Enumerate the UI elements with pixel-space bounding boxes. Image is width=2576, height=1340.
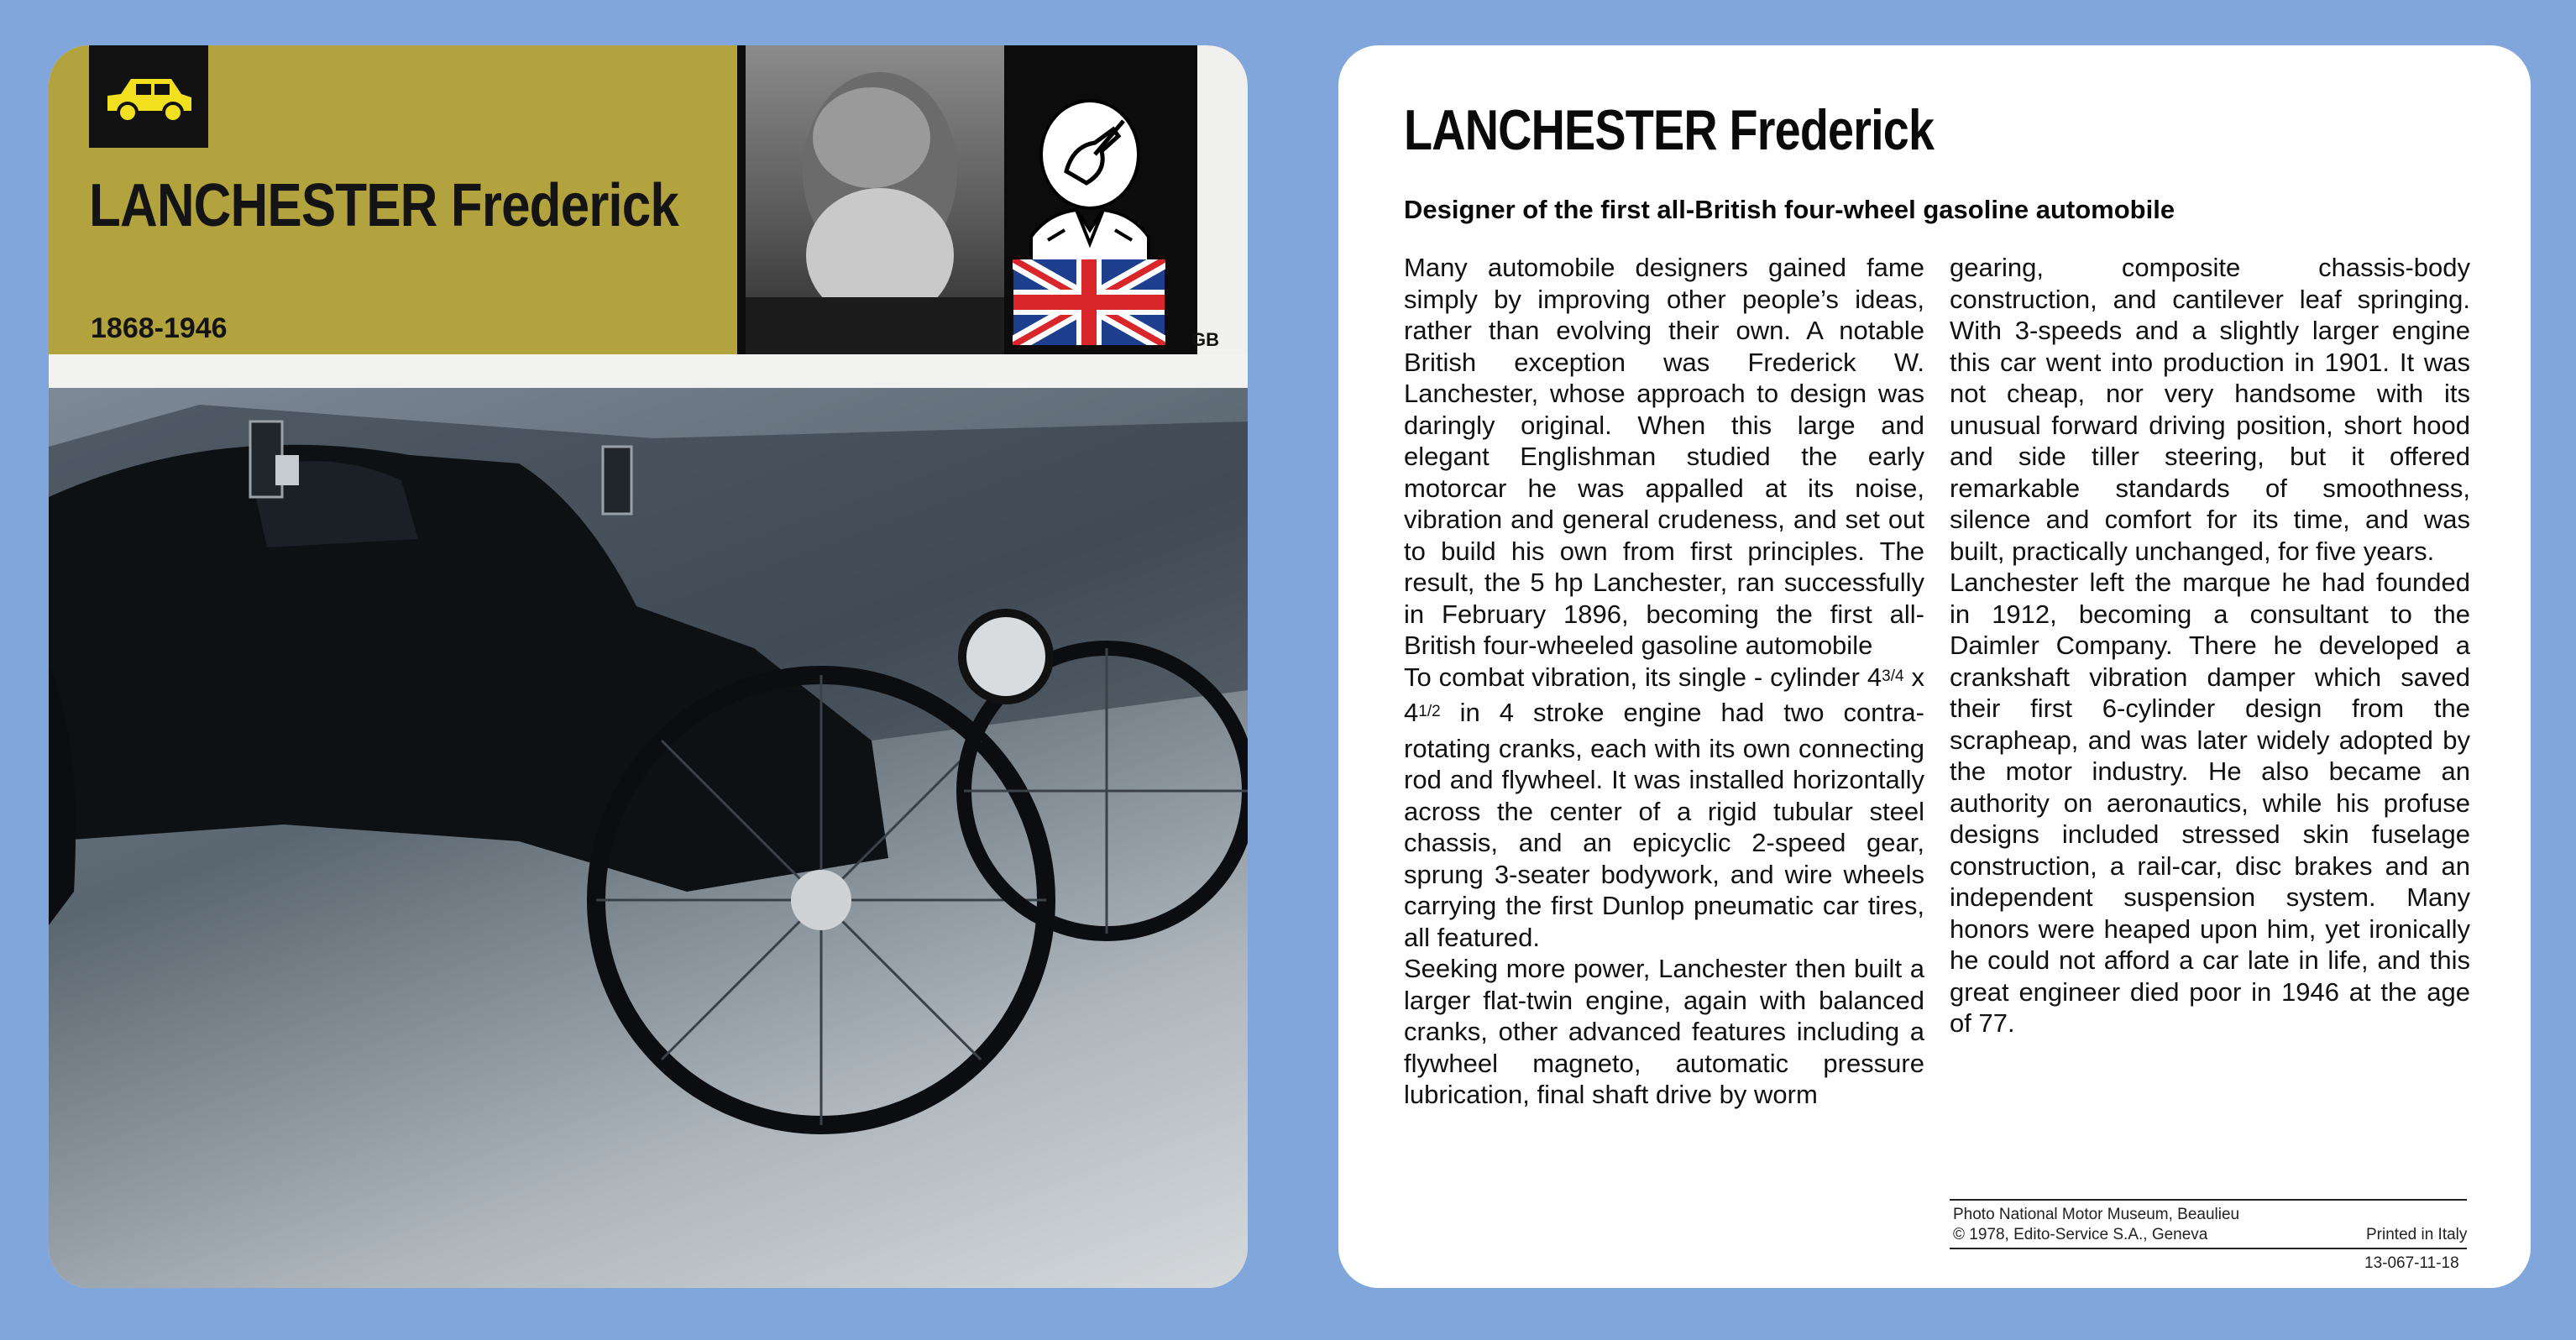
portrait-photo <box>746 45 1004 354</box>
paragraph: Many automobile designers gained fame simply by improving other people’s ideas, rather than evolving their own. A notable British exception was Frederick W. Lanchester, whose approach to design was daringly original. When this large and elegant Englishman studied the early motorcar he was appalled at its noise, vibration and general crudeness, and set out to build his own from first principles. The result, the 5 hp Lanchester, ran successfully in February 1896, becoming the first all-British four-wheeled gasoline automobile <box>1404 253 1924 660</box>
fraction: 1/2 <box>1418 703 1441 720</box>
union-jack-flag-icon <box>1013 259 1165 345</box>
paragraph-text: x 4 <box>1404 662 1924 727</box>
back-card <box>1338 45 2531 1288</box>
paragraph-text: To combat vibration, its single - cylinder 4 <box>1404 662 1882 692</box>
designer-hand-pen-icon <box>1014 96 1165 264</box>
lifespan-dates: 1868-1946 <box>91 312 228 344</box>
paragraph: gearing, composite chassis-body construction, and cantilever leaf springing. With 3-speeds and a slightly larger engine this car went into production in 1901. It was not cheap, nor very handsome with its unusual forward driving position, short hood and side tiller steering, but it offered remarkable standards of smoothness, silence and comfort for its time, and was built, practically unchanged, for five years. <box>1950 253 2470 566</box>
divider <box>1950 1199 2467 1201</box>
paragraph <box>1404 662 1924 954</box>
paragraph: Seeking more power, Lanchester then built a larger flat-twin engine, again with balanced cranks, other advanced features including a flywheel magneto, automatic pressure lubrication, final shaft drive by worm <box>1404 954 1924 1109</box>
car-photo <box>49 388 1248 1288</box>
text-column-left <box>1404 252 1924 1111</box>
country-code: GB <box>1191 329 1219 350</box>
printed-in: Printed in Italy <box>2366 1226 2468 1243</box>
copyright: © 1978, Edito-Service S.A., Geneva <box>1953 1226 2208 1243</box>
front-title: LANCHESTER Frederick <box>89 172 678 239</box>
edge-band <box>1197 45 1248 354</box>
car-illustration <box>49 388 1248 1288</box>
fraction: 3/4 <box>1882 667 1904 685</box>
divider <box>1950 1248 2467 1249</box>
front-card <box>49 45 1248 1288</box>
paragraph-text: in 4 stroke engine had two contra-rotating cranks, each with its own connecting rod and flywheel. It was installed horizontally across the center of a rigid tubular steel chassis, and an epicyclic 2-speed gear, sprung 3-seater bodywork, and wire wheels carrying the first Dunlop pneumatic car tires, all featured. <box>1404 698 1924 952</box>
text-column-right <box>1950 252 2470 1039</box>
back-title: LANCHESTER Frederick <box>1404 98 1935 162</box>
photo-credit: Photo National Motor Museum, Beaulieu <box>1953 1206 2240 1223</box>
portrait-figure <box>746 45 1004 354</box>
category-badge <box>89 45 208 148</box>
card-code: 13-067-11-18 <box>2364 1254 2459 1272</box>
car-icon <box>89 45 208 148</box>
paragraph: Lanchester left the marque he had founded in 1912, becoming a consultant to the Daimler Company. There he developed a crankshaft vibration damper which saved their first 6-cylinder design from the scrapheap, and was later widely adopted by the motor industry. He also became an authority on aeronautics, while his profuse designs included stressed skin fuselage construction, a rail-car, disc brakes and an independent suspension system. Many honors were heaped upon him, yet ironically he could not afford a car late in life, and this great engineer died poor in 1946 at the age of 77. <box>1950 568 2470 1038</box>
back-subtitle: Designer of the first all-British four-wheel gasoline automobile <box>1404 195 2175 224</box>
